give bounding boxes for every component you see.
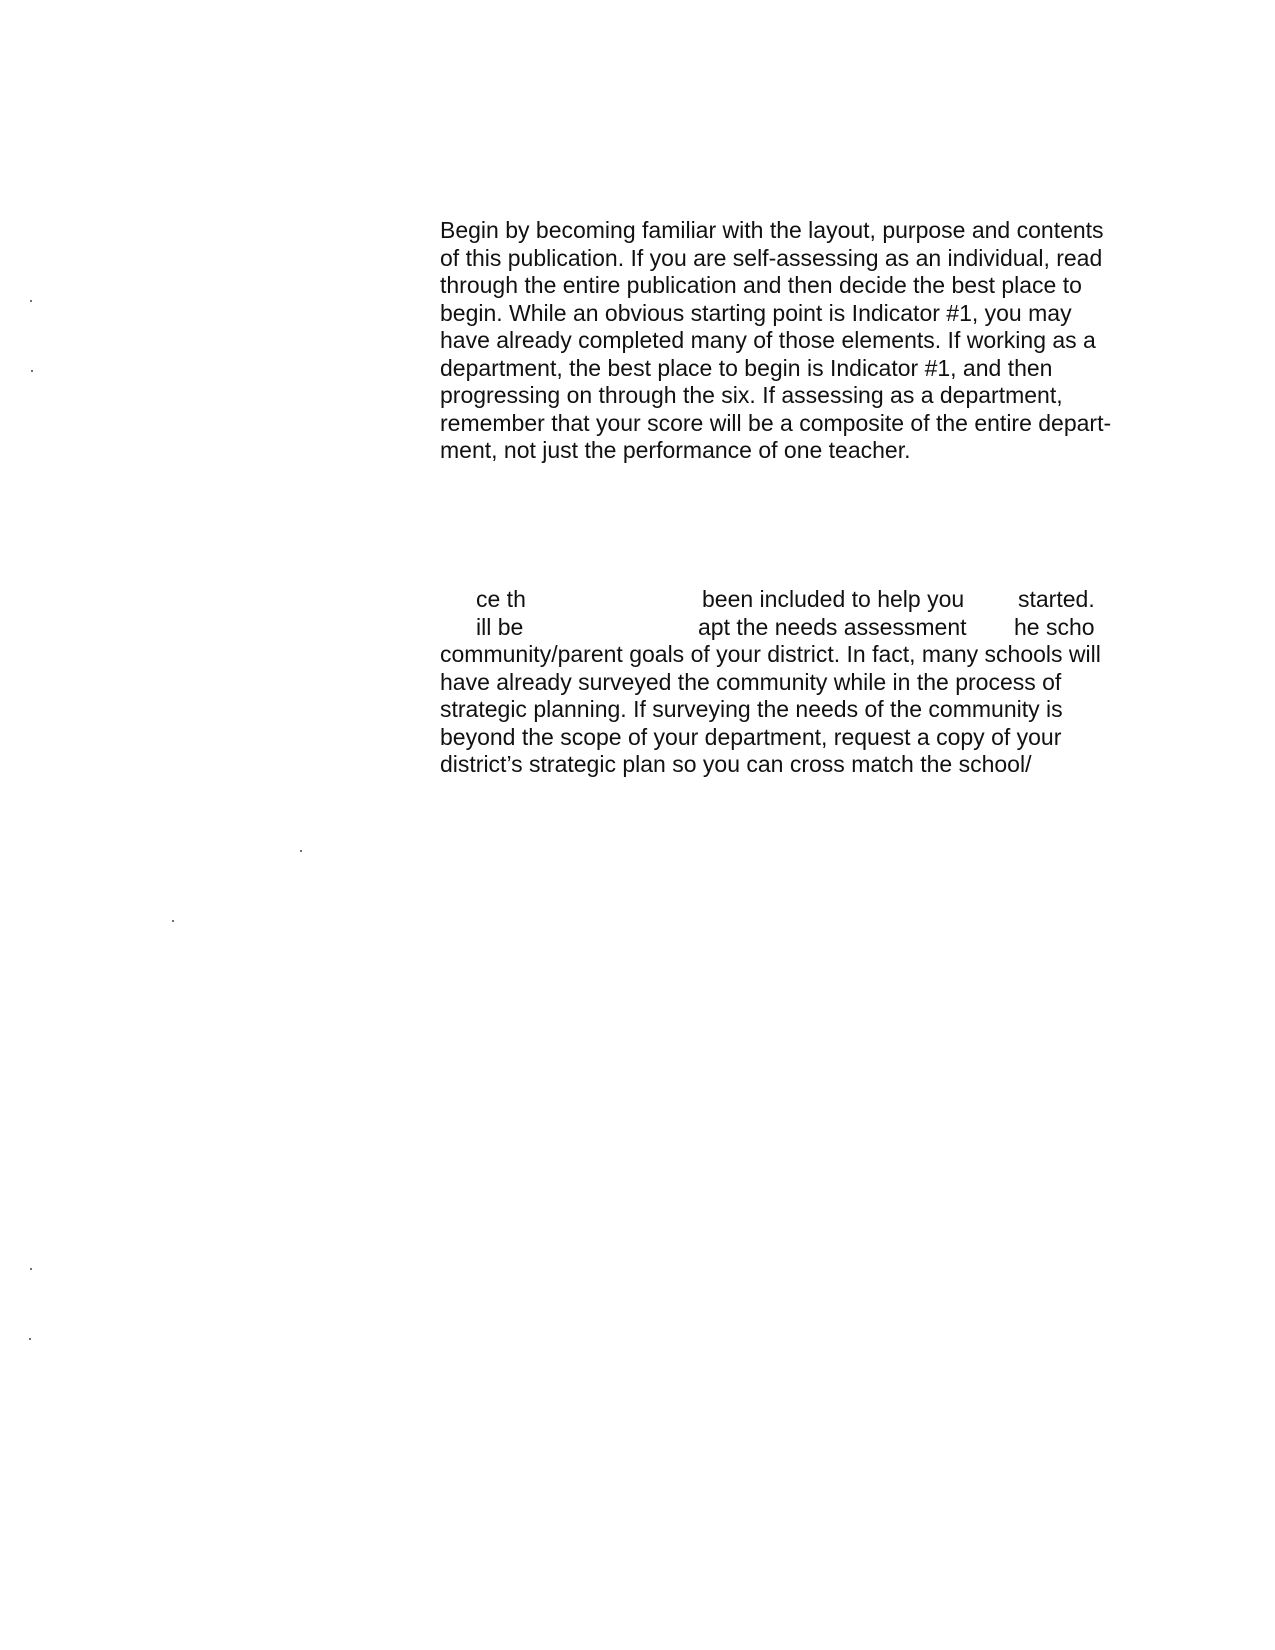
paragraph-line: strategic planning. If surveying the needs of the community is bbox=[440, 696, 1063, 722]
fragmented-line bbox=[440, 586, 1180, 614]
text-fragment: he scho bbox=[1014, 613, 1095, 640]
scan-speck bbox=[300, 850, 302, 852]
paragraph-line: district’s strategic plan so you can cross match the school/ bbox=[440, 751, 1032, 777]
scan-speck bbox=[30, 1268, 32, 1270]
fragmented-line bbox=[440, 614, 1180, 642]
paragraph-getting-started bbox=[440, 217, 1180, 465]
paragraph-line: of this publication. If you are self-assessing as an individual, read bbox=[440, 244, 1103, 271]
paragraph-line: department, the best place to begin is Indicator #1, and then bbox=[440, 354, 1053, 381]
paragraph-line: beyond the scope of your department, request a copy of your bbox=[440, 723, 1062, 750]
scan-speck bbox=[31, 370, 33, 372]
scan-speck bbox=[172, 920, 174, 922]
paragraph-line: Begin by becoming familiar with the layout, purpose and contents bbox=[440, 217, 1104, 243]
scan-speck bbox=[29, 1338, 31, 1340]
text-fragment: been included to help you bbox=[702, 586, 965, 612]
text-fragment: ce th bbox=[476, 586, 526, 612]
paragraph-line: have already completed many of those elements. If working as a bbox=[440, 327, 1096, 353]
paragraph-line: through the entire publication and then decide the best place to bbox=[440, 272, 1082, 298]
paragraph-needs-assessment bbox=[440, 586, 1180, 779]
text-fragment: started. bbox=[1018, 586, 1095, 612]
paragraph-line: ment, not just the performance of one teacher. bbox=[440, 437, 911, 463]
paragraph-line: community/parent goals of your district. In fact, many schools will bbox=[440, 641, 1101, 667]
scan-speck bbox=[30, 300, 32, 302]
text-fragment: apt the needs assessment bbox=[698, 613, 967, 640]
paragraph-line: progressing on through the six. If assessing as a department, bbox=[440, 382, 1063, 408]
paragraph-line: have already surveyed the community while in the process of bbox=[440, 668, 1062, 695]
text-fragment: ill be bbox=[476, 613, 524, 640]
paragraph-line: remember that your score will be a composite of the entire depart- bbox=[440, 409, 1112, 436]
paragraph-line: begin. While an obvious starting point is Indicator #1, you may bbox=[440, 299, 1072, 326]
